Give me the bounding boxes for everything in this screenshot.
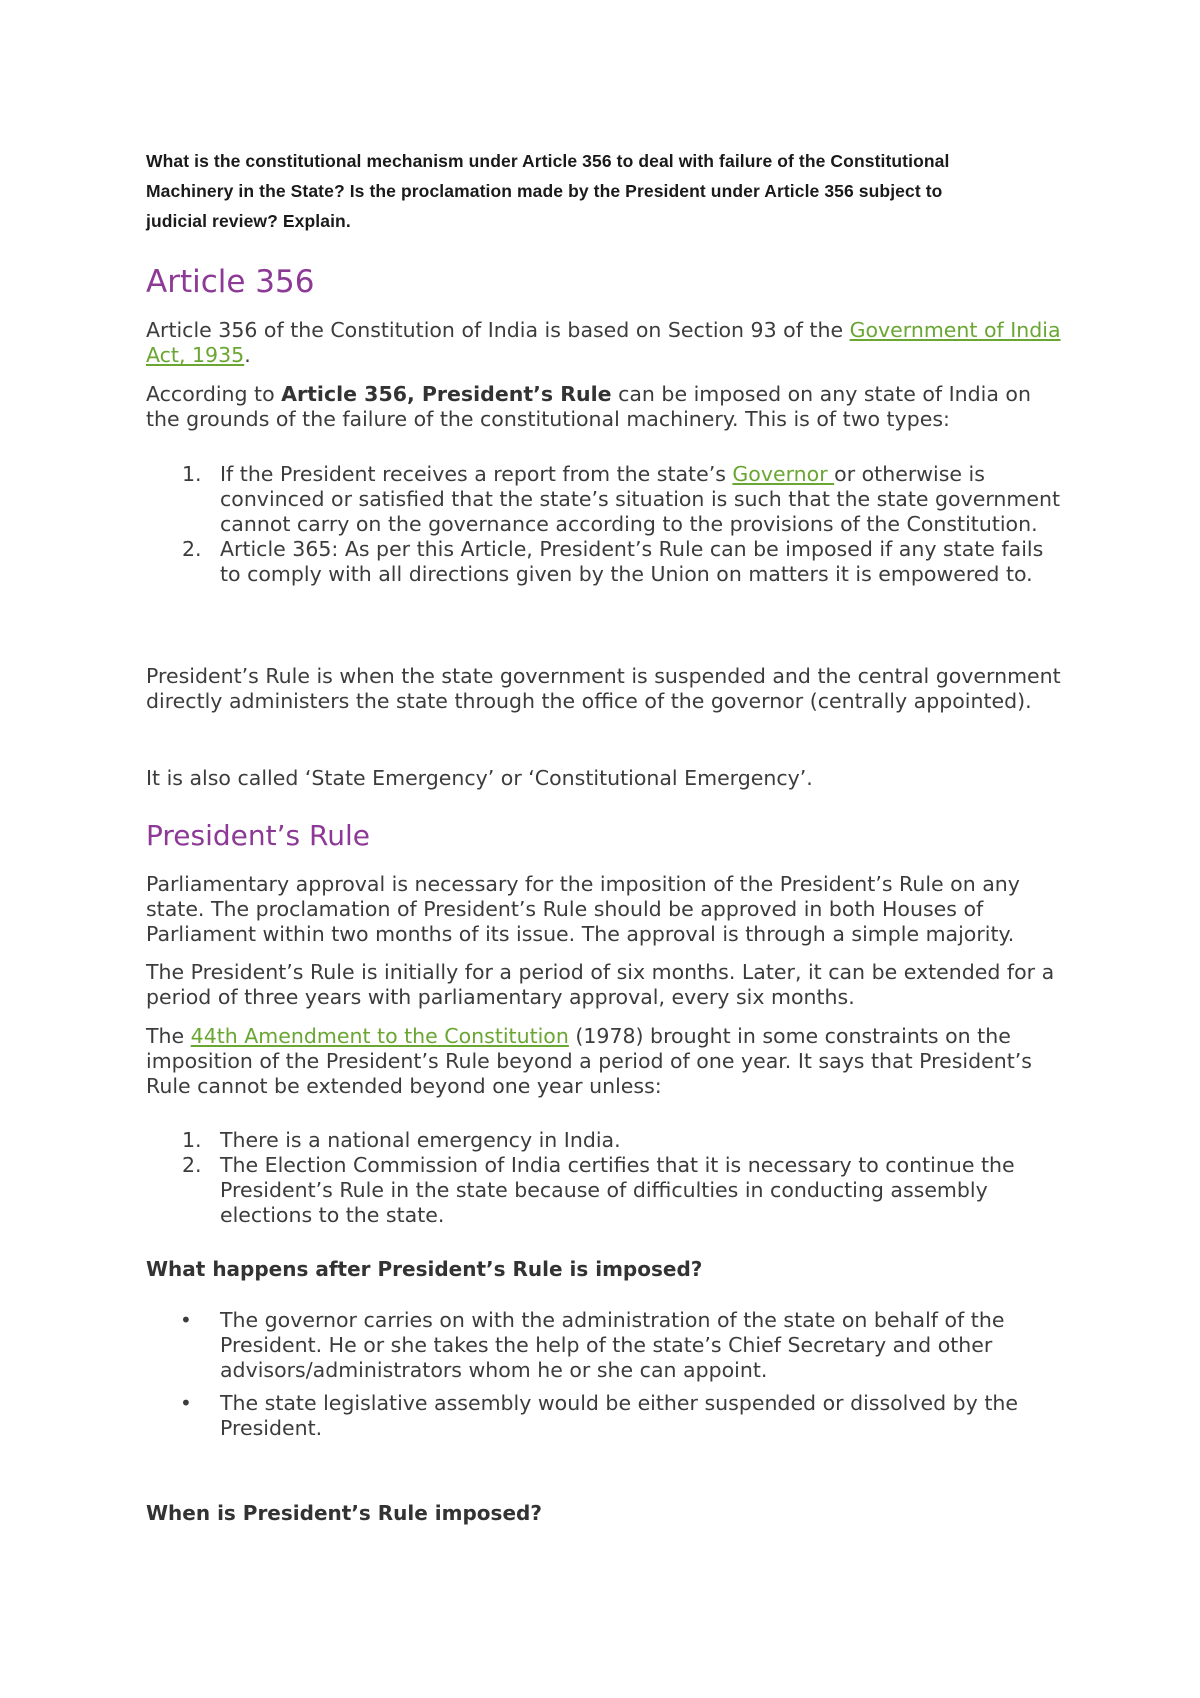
list-item [146, 1128, 1066, 1153]
list-item [146, 1308, 1066, 1383]
according-bold: Article 356, President’s Rule [281, 382, 612, 406]
list-item [146, 1153, 1066, 1228]
according-post: can be imposed on any state of India on the grounds of the failure of the constitutional machinery. This is of two types: [146, 382, 1031, 431]
when-imposed-heading: When is President’s Rule imposed? [146, 1501, 542, 1525]
type-2-text: Article 365: As per this Article, President’s Rule can be imposed if any state fails to comply with all directions given by the Union on matters it is empowered to. [220, 537, 1044, 586]
condition-text: The Election Commission of India certifies that it is necessary to continue the President’s Rule in the state because of difficulties in conducting assembly elections to the state. [220, 1153, 1015, 1227]
list-item [146, 462, 1066, 537]
after-item-text: The state legislative assembly would be either suspended or dissolved by the President. [220, 1391, 1018, 1440]
question-text [146, 146, 1066, 236]
article-356-heading: Article 356 [146, 264, 315, 300]
question-line: Machinery in the State? Is the proclamation made by the President under Article 356 subject to [146, 181, 943, 201]
amendment-post: (1978) brought in some constraints on the imposition of the President’s Rule beyond a period of one year. It says that President’s Rule cannot be extended beyond one year unless: [146, 1024, 1032, 1098]
list-number: 2. [182, 1153, 202, 1177]
types-list [146, 462, 1066, 587]
list-number: 2. [182, 537, 202, 561]
according-pre: According to [146, 382, 282, 406]
after-item-text: The governor carries on with the administration of the state on behalf of the President. He or she takes the help of the state’s Chief Secretary and other advisors/administrators whom he or she can appoint. [220, 1308, 1005, 1382]
condition-text: There is a national emergency in India. [220, 1128, 621, 1152]
list-item [146, 1391, 1066, 1441]
44th-amendment-link[interactable]: 44th Amendment to the Constitution [190, 1024, 569, 1048]
question-line: What is the constitutional mechanism under Article 356 to deal with failure of the Constitutional [146, 151, 950, 171]
after-list [146, 1308, 1066, 1441]
presidents-rule-heading: President’s Rule [146, 819, 370, 852]
governor-link[interactable]: Governor [732, 462, 835, 486]
question-line: judicial review? Explain. [146, 211, 351, 231]
list-item [146, 537, 1066, 587]
amendment-paragraph [146, 1024, 1066, 1099]
approval-paragraph: Parliamentary approval is necessary for the imposition of the President’s Rule on any state. The proclamation of President’s Rule should be approved in both Houses of Parliament within two months of its issue. The approval is through a simple majority. [146, 872, 1020, 946]
amendment-pre: The [146, 1024, 191, 1048]
intro-end: . [244, 343, 251, 367]
intro-text: Article 356 of the Constitution of India is based on Section 93 of the [146, 318, 850, 342]
list-number: 1. [182, 462, 202, 486]
period-paragraph: The President’s Rule is initially for a period of six months. Later, it can be extended for a period of three years with parliamentary approval, every six months. [146, 960, 1055, 1009]
type-1-post: or otherwise is convinced or satisfied that the state’s situation is such that the state government cannot carry on the governance according to the provisions of the Constitution. [220, 462, 1061, 536]
after-imposed-heading: What happens after President’s Rule is imposed? [146, 1257, 703, 1281]
list-number: 1. [182, 1128, 202, 1152]
conditions-list [146, 1128, 1066, 1228]
type-1-pre: If the President receives a report from the state’s [220, 462, 733, 486]
suspended-paragraph: President’s Rule is when the state government is suspended and the central government directly administers the state through the office of the governor (centrally appointed). [146, 664, 1061, 713]
government-of-india-act-link[interactable]: Government of India Act, 1935 [146, 318, 1061, 367]
according-paragraph [146, 382, 1066, 432]
intro-paragraph [146, 318, 1066, 368]
bullet-icon: • [180, 1308, 192, 1332]
also-called-paragraph: It is also called ‘State Emergency’ or ‘Constitutional Emergency’. [146, 766, 813, 790]
bullet-icon: • [180, 1391, 192, 1415]
